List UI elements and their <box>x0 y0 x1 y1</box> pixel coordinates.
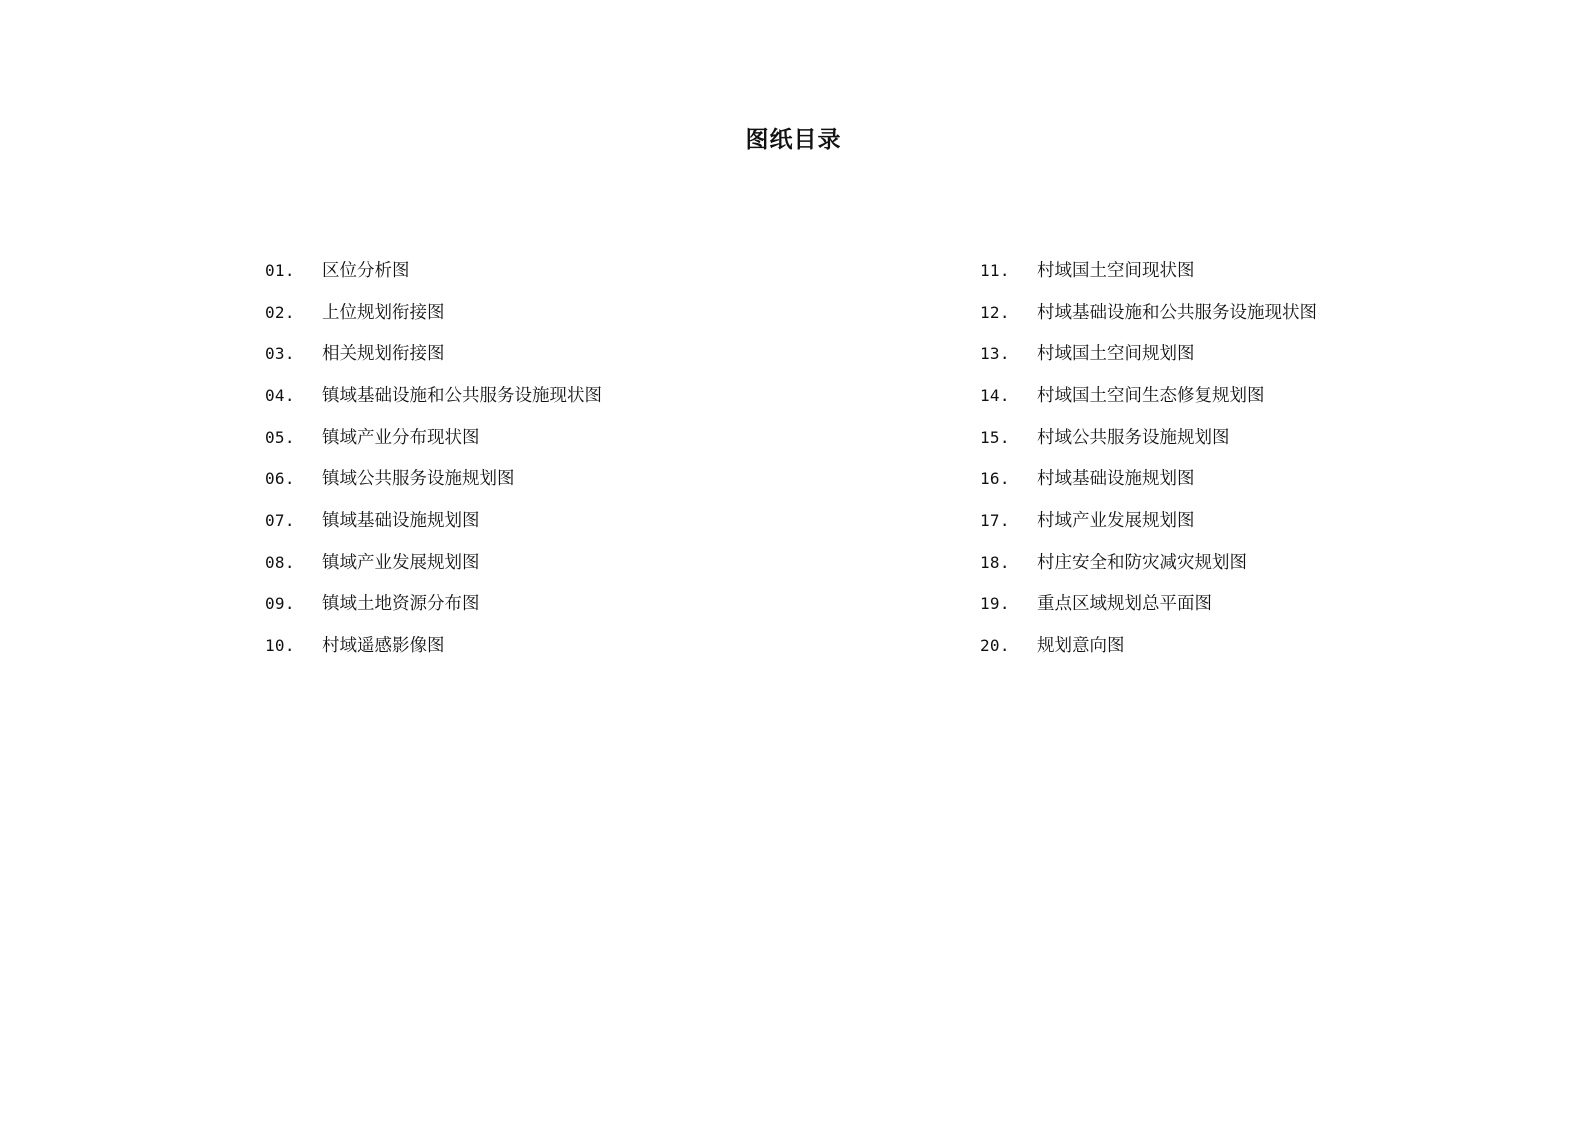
item-number: 18. <box>980 552 1010 572</box>
item-label: 区位分析图 <box>322 260 410 281</box>
item-number: 17. <box>980 510 1010 530</box>
list-item <box>980 333 1317 375</box>
item-number: 04. <box>265 385 295 405</box>
item-number: 05. <box>265 427 295 447</box>
item-number: 02. <box>265 302 295 322</box>
item-number: 08. <box>265 552 295 572</box>
list-item <box>980 500 1317 542</box>
item-number: 09. <box>265 594 295 614</box>
item-label: 规划意向图 <box>1037 636 1125 657</box>
list-item <box>980 292 1317 334</box>
item-number: 01. <box>265 260 295 280</box>
item-number: 03. <box>265 344 295 364</box>
list-item <box>980 250 1317 292</box>
item-label: 镇域基础设施规划图 <box>322 510 480 531</box>
item-number: 07. <box>265 510 295 530</box>
item-number: 11. <box>980 260 1010 280</box>
list-item <box>980 584 1317 626</box>
item-label: 上位规划衔接图 <box>322 302 445 323</box>
item-label: 村庄安全和防灾减灾规划图 <box>1037 552 1247 573</box>
list-item <box>980 542 1317 584</box>
list-item <box>265 458 602 500</box>
list-item <box>265 542 602 584</box>
item-label: 村域基础设施和公共服务设施现状图 <box>1037 302 1317 323</box>
item-label: 村域基础设施规划图 <box>1037 469 1195 490</box>
item-number: 19. <box>980 594 1010 614</box>
item-number: 15. <box>980 427 1010 447</box>
item-label: 镇域产业发展规划图 <box>322 552 480 573</box>
list-item <box>980 625 1317 667</box>
item-label: 镇域基础设施和公共服务设施现状图 <box>322 385 602 406</box>
item-number: 20. <box>980 636 1010 656</box>
list-item <box>265 625 602 667</box>
item-label: 村域公共服务设施规划图 <box>1037 427 1230 448</box>
list-item <box>265 417 602 459</box>
item-label: 重点区域规划总平面图 <box>1037 594 1212 615</box>
drawing-list-left <box>265 250 602 667</box>
item-number: 16. <box>980 469 1010 489</box>
item-number: 13. <box>980 344 1010 364</box>
item-label: 村域国土空间现状图 <box>1037 260 1195 281</box>
item-number: 14. <box>980 385 1010 405</box>
list-item <box>980 458 1317 500</box>
list-item <box>265 292 602 334</box>
list-item <box>265 500 602 542</box>
item-label: 镇域土地资源分布图 <box>322 594 480 615</box>
item-label: 相关规划衔接图 <box>322 344 445 365</box>
item-number: 12. <box>980 302 1010 322</box>
item-label: 村域遥感影像图 <box>322 636 445 657</box>
list-item <box>265 584 602 626</box>
item-label: 村域产业发展规划图 <box>1037 510 1195 531</box>
item-label: 镇域公共服务设施规划图 <box>322 469 515 490</box>
item-label: 镇域产业分布现状图 <box>322 427 480 448</box>
list-item <box>980 417 1317 459</box>
page-title: 图纸目录 <box>745 127 842 153</box>
list-item <box>265 250 602 292</box>
list-item <box>265 333 602 375</box>
item-number: 10. <box>265 636 295 656</box>
item-label: 村域国土空间规划图 <box>1037 344 1195 365</box>
item-label: 村域国土空间生态修复规划图 <box>1037 385 1265 406</box>
drawing-list-right <box>980 250 1317 667</box>
list-item <box>265 375 602 417</box>
item-number: 06. <box>265 469 295 489</box>
list-item <box>980 375 1317 417</box>
